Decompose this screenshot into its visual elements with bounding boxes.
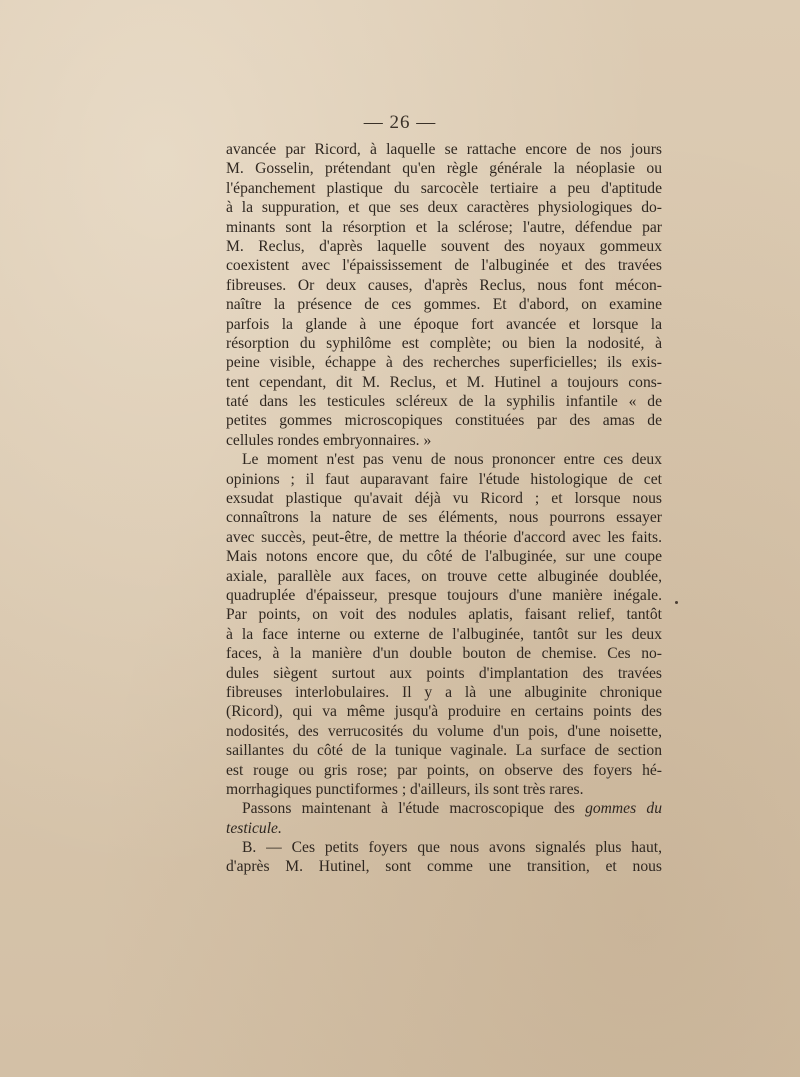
text-line: est rouge ou gris rose; par points, on observe des foyers hé- bbox=[226, 761, 662, 779]
text-line: opinions ; il faut auparavant faire l'étude histologique de cet bbox=[226, 470, 662, 488]
text-line: peine visible, échappe à des recherches superficielles; ils exis- bbox=[226, 354, 662, 372]
text-line: taté dans les testicules scléreux de la syphilis infantile « de bbox=[226, 393, 662, 411]
text-line: à la suppuration, et que ses deux caractères physiologiques do- bbox=[226, 199, 662, 217]
text-line: dules siègent surtout aux points d'implantation des travées bbox=[226, 664, 662, 682]
text-line: testicule. bbox=[226, 819, 282, 837]
text-line: axiale, parallèle aux faces, on trouve cette albuginée doublée, bbox=[226, 567, 662, 585]
ink-speck bbox=[675, 601, 678, 604]
text-line: Le moment n'est pas venu de nous prononcer entre ces deux bbox=[242, 451, 662, 469]
text-line: minants sont la résorption et la sclérose; l'autre, défendue par bbox=[226, 218, 662, 236]
text-line: l'épanchement plastique du sarcocèle tertiaire a peu d'aptitude bbox=[226, 179, 662, 197]
text-line: petites gommes microscopiques constituées par des amas de bbox=[226, 412, 662, 430]
italic-title: gommes du bbox=[585, 800, 662, 818]
text-line: B. — Ces petits foyers que nous avons signalés plus haut, bbox=[242, 839, 662, 857]
text-fragment: Passons maintenant à l'étude macroscopique des bbox=[242, 800, 575, 818]
page-number: — 26 — bbox=[363, 112, 437, 133]
text-line: tent cependant, dit M. Reclus, et M. Hutinel a toujours cons- bbox=[226, 373, 662, 391]
text-line: d'après M. Hutinel, sont comme une transition, et nous bbox=[226, 858, 662, 876]
text-line: morrhagiques punctiformes ; d'ailleurs, ils sont très rares. bbox=[226, 780, 584, 798]
body-text bbox=[226, 140, 662, 877]
text-line: cellules rondes embryonnaires. » bbox=[226, 431, 432, 449]
text-line: (Ricord), qui va même jusqu'à produire en certains points des bbox=[226, 703, 662, 721]
text-line: Par points, on voit des nodules aplatis, faisant relief, tantôt bbox=[226, 606, 662, 624]
text-line: à la face interne ou externe de l'albuginée, tantôt sur les deux bbox=[226, 625, 662, 643]
text-line: quadruplée d'épaisseur, presque toujours d'une manière inégale. bbox=[226, 586, 662, 604]
text-line: avec succès, peut-être, de mettre la théorie d'accord avec les faits. bbox=[226, 528, 662, 546]
text-line: fibreuses. Or deux causes, d'après Reclus, nous font mécon- bbox=[226, 276, 662, 294]
text-line: faces, à la manière d'un double bouton de chemise. Ces no- bbox=[226, 645, 662, 663]
text-line: nodosités, des verrucosités du volume d'un pois, d'une noisette, bbox=[226, 722, 662, 740]
text-line: Mais notons encore que, du côté de l'albuginée, sur une coupe bbox=[226, 548, 662, 566]
text-line: avancée par Ricord, à laquelle se rattache encore de nos jours bbox=[226, 141, 662, 158]
text-line: saillantes du côté de la tunique vaginale. La surface de section bbox=[226, 742, 662, 760]
text-line: naître la présence de ces gommes. Et d'abord, on examine bbox=[226, 296, 662, 314]
text-line: exsudat plastique qu'avait déjà vu Ricord ; et lorsque nous bbox=[226, 490, 662, 508]
text-line: parfois la glande à une époque fort avancée et lorsque la bbox=[226, 315, 662, 333]
text-line bbox=[226, 799, 662, 818]
text-line: résorption du syphilôme est complète; ou bien la nodosité, à bbox=[226, 334, 662, 352]
text-line: M. Gosselin, prétendant qu'en règle générale la néoplasie ou bbox=[226, 160, 662, 178]
text-line: connaîtrons la nature de ses éléments, nous pourrons essayer bbox=[226, 509, 662, 527]
text-line: fibreuses interlobulaires. Il y a là une albuginite chronique bbox=[226, 683, 662, 701]
text-line: coexistent avec l'épaississement de l'albuginée et des travées bbox=[226, 257, 662, 275]
text-line: M. Reclus, d'après laquelle souvent des noyaux gommeux bbox=[226, 237, 662, 255]
